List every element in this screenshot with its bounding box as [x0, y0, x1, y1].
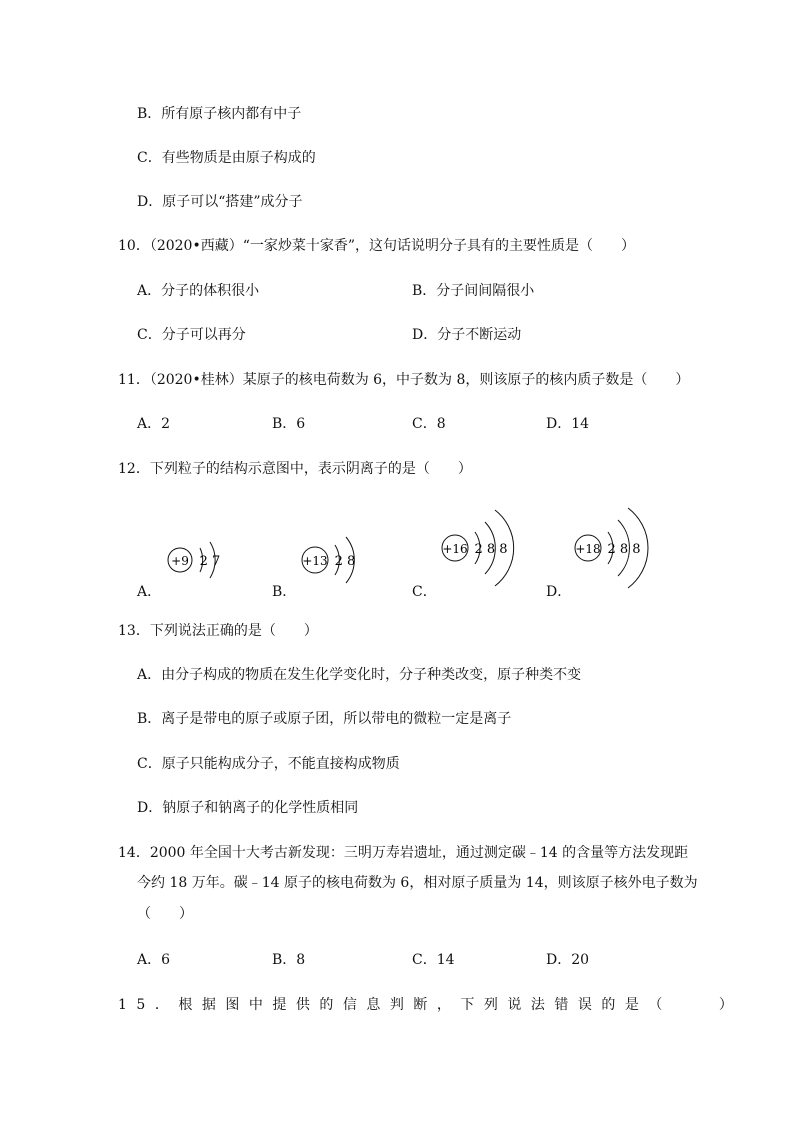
q10-option-c: C．分子可以再分: [137, 327, 246, 343]
q14-stem-line-3: （ ）: [137, 906, 193, 922]
q13-option-d: D．钠原子和钠离子的化学性质相同: [137, 800, 359, 816]
q12-option-a-label: A．: [137, 584, 162, 600]
q11-option-d: D．14: [546, 416, 590, 432]
q11-option-a: A．2: [137, 416, 171, 432]
q10-option-a: A．分子的体积很小: [137, 283, 260, 299]
q14-stem-line-1: 14．2000 年全国十大考古新发现：三明万寿岩遗址，通过测定碳﹣14 的含量等方法发现距: [118, 845, 689, 861]
q13-stem: 13．下列说法正确的是（ ）: [118, 623, 318, 639]
q11-option-b: B．6: [272, 416, 306, 432]
q12-option-c-label: C．: [412, 584, 437, 600]
nucleus-charge: +9: [171, 554, 189, 568]
electron-config: 2 8: [334, 554, 356, 569]
electron-config: 2 8 8: [474, 542, 508, 557]
q12-option-b-diagram: [295, 515, 375, 609]
q13-option-a: A．由分子构成的物质在发生化学变化时，分子种类改变，原子种类不变: [137, 667, 582, 683]
q9-option-d: D．原子可以“搭建”成分子: [137, 194, 303, 210]
q14-option-a: A．6: [137, 952, 171, 968]
q11-option-c: C．8: [412, 416, 446, 432]
q9-option-b: B．所有原子核内都有中子: [137, 106, 302, 122]
q12-option-b-label: B．: [272, 584, 297, 600]
q11-stem: 11．（2020•桂林）某原子的核电荷数为 6，中子数为 8，则该原子的核内质子数是（ ）: [118, 372, 690, 388]
electron-config: 2 7: [199, 554, 221, 569]
nucleus-charge: +16: [442, 542, 468, 556]
q10-stem: 10．（2020•西藏）“一家炒菜十家香”，这句话说明分子具有的主要性质是（ ）: [118, 238, 636, 254]
q10-option-d: D．分子不断运动: [412, 327, 522, 343]
q14-option-c: C．14: [412, 952, 455, 968]
q13-option-c: C．原子只能构成分子，不能直接构成物质: [137, 756, 400, 772]
q15-stem: 15．根据图中提供的信息判断，下列说法错误的是（ ）: [118, 997, 743, 1013]
q14-option-d: D．20: [546, 952, 590, 968]
q14-option-b: B．8: [272, 952, 306, 968]
q10-option-b: B．分子间间隔很小: [412, 283, 535, 299]
q12-option-d-diagram: [570, 498, 660, 602]
q12-option-a-diagram: [160, 515, 240, 609]
q12-option-d-label: D．: [546, 584, 572, 600]
q13-option-b: B．离子是带电的原子或原子团，所以带电的微粒一定是离子: [137, 711, 512, 727]
electron-config: 2 8 8: [607, 542, 641, 557]
nucleus-charge: +13: [302, 554, 328, 568]
q12-option-c-diagram: [435, 498, 525, 602]
nucleus-charge: +18: [575, 542, 601, 556]
q14-stem-line-2: 今约 18 万年。碳﹣14 原子的核电荷数为 6，相对原子质量为 14，则该原子核外电子数为: [137, 875, 698, 891]
q9-option-c: C．有些物质是由原子构成的: [137, 150, 316, 166]
q12-stem: 12．下列粒子的结构示意图中，表示阴离子的是（ ）: [118, 461, 472, 477]
